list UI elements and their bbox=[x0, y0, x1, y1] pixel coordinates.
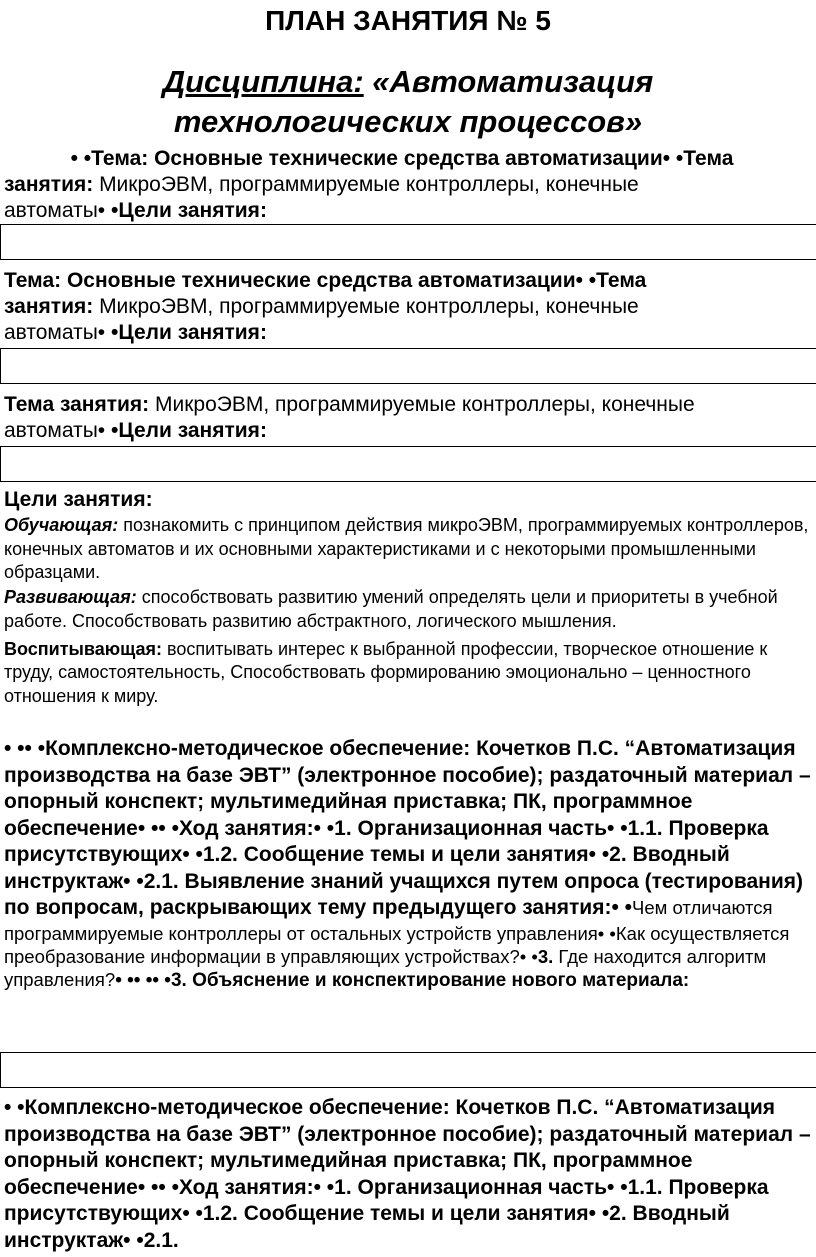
goal-educational-label: Обучающая: bbox=[4, 515, 119, 535]
methodical-support-1 bbox=[4, 736, 812, 992]
discipline-value-line1: «Автоматизация bbox=[363, 64, 654, 99]
topic-block-2-text2: автоматы• bbox=[4, 321, 111, 344]
discipline-value-line2: технологических процессов» bbox=[173, 104, 643, 139]
topic-block-1-label: занятия: bbox=[4, 173, 94, 196]
topic-block-3-goals: •Цели занятия: bbox=[111, 419, 267, 442]
goal-developmental bbox=[4, 586, 810, 633]
topic-block-1-text: МикроЭВМ, программируемые контроллеры, конечные bbox=[93, 173, 639, 196]
topic-block-1 bbox=[4, 146, 810, 224]
methodical-support-2 bbox=[4, 1095, 812, 1254]
goal-upbringing bbox=[4, 638, 810, 709]
methodical-support-1-questions: Чем отличаются программируемые контроллеры от остальных устройств управления• •Как осуществляется преобразование информации в управляющих устройствах?• • bbox=[4, 897, 790, 968]
empty-table-row-3 bbox=[0, 446, 816, 482]
empty-table-row-1 bbox=[0, 224, 816, 260]
topic-block-1-line1: • •Тема: Основные технические средства автоматизации• •Тема bbox=[70, 147, 734, 170]
topic-block-2 bbox=[4, 268, 810, 346]
methodical-support-2-text: • •Комплексно-методическое обеспечение: Кочетков П.С. “Автоматизация производства на базе ЭВТ” (электронное пособие); раздаточный материал – опорный конспект; мультимедийная приставка; ПК, программное обеспечение• •• •Ход занятия:• •1. Организационная часть• •1.1. Проверка присутствующих• •1.2. Сообщение темы и цели занятия• •2. Вводный инструктаж• •2.1. bbox=[4, 1096, 811, 1252]
empty-table-row-2 bbox=[0, 348, 816, 384]
topic-block-1-goals: •Цели занятия: bbox=[111, 199, 267, 222]
page-title: ПЛАН ЗАНЯТИЯ № 5 bbox=[265, 5, 551, 36]
topic-block-2-line1: Тема: Основные технические средства автоматизации• •Тема bbox=[4, 269, 647, 292]
topic-block-2-text: МикроЭВМ, программируемые контроллеры, конечные bbox=[93, 295, 639, 318]
goal-upbringing-label: Воспитывающая: bbox=[4, 638, 163, 659]
methodical-support-1-bold: • •• •Комплексно-методическое обеспечение: Кочетков П.С. “Автоматизация производства на базе ЭВТ” (электронное пособие); раздаточный материал – опорный конспект; мультимедийная приставка; ПК, программное обеспечение• •• •Ход занятия:• •1. Организационная часть• •1.1. Проверка присутствующих• •1.2. Сообщение темы и цели занятия• •2. Вводный инструктаж• •2.1. Выявление знаний учащихся путем опроса (тестирования) по вопросам, раскрывающих тему предыдущего занятия:• • bbox=[4, 737, 811, 919]
topic-block-2-goals: •Цели занятия: bbox=[111, 321, 267, 344]
goal-developmental-text: способствовать развитию умений определять цели и приоритеты в учебной работе. Способствовать развитию абстрактного, логического мышления. bbox=[4, 587, 778, 631]
discipline-label: Дисциплина: bbox=[162, 64, 364, 99]
goal-upbringing-text: воспитывать интерес к выбранной профессии, творческое отношение к труду, самостоятельность, Способствовать формированию эмоционально – ценностного отношения к миру. bbox=[4, 638, 768, 706]
goals-section bbox=[4, 487, 810, 709]
topic-block-3 bbox=[4, 392, 810, 444]
topic-block-3-label: Тема занятия: bbox=[4, 393, 150, 416]
goals-heading: Цели занятия: bbox=[4, 488, 153, 511]
goal-educational bbox=[4, 514, 810, 585]
methodical-support-1-explanation: • •• •• •3. Объяснение и конспектирование нового материала: bbox=[115, 969, 690, 991]
goal-developmental-label: Развивающая: bbox=[4, 587, 137, 608]
topic-block-2-label: занятия: bbox=[4, 295, 94, 318]
methodical-support-1-num: 3. bbox=[537, 946, 554, 968]
topic-block-3-text: МикроЭВМ, программируемые контроллеры, конечные bbox=[149, 393, 695, 416]
empty-table-row-4 bbox=[0, 1052, 816, 1088]
topic-block-3-text2: автоматы• bbox=[4, 419, 111, 442]
goal-educational-text: познакомить с принципом действия микроЭВМ, программируемых контроллеров, конечных автоматов и их основными характеристиками и с некоторыми промышленными образцами. bbox=[4, 515, 809, 583]
topic-block-1-text2: автоматы• bbox=[4, 199, 111, 222]
discipline-heading bbox=[0, 62, 816, 142]
methodical-support-1-question3: Где находится алгоритм управления? bbox=[4, 946, 767, 990]
